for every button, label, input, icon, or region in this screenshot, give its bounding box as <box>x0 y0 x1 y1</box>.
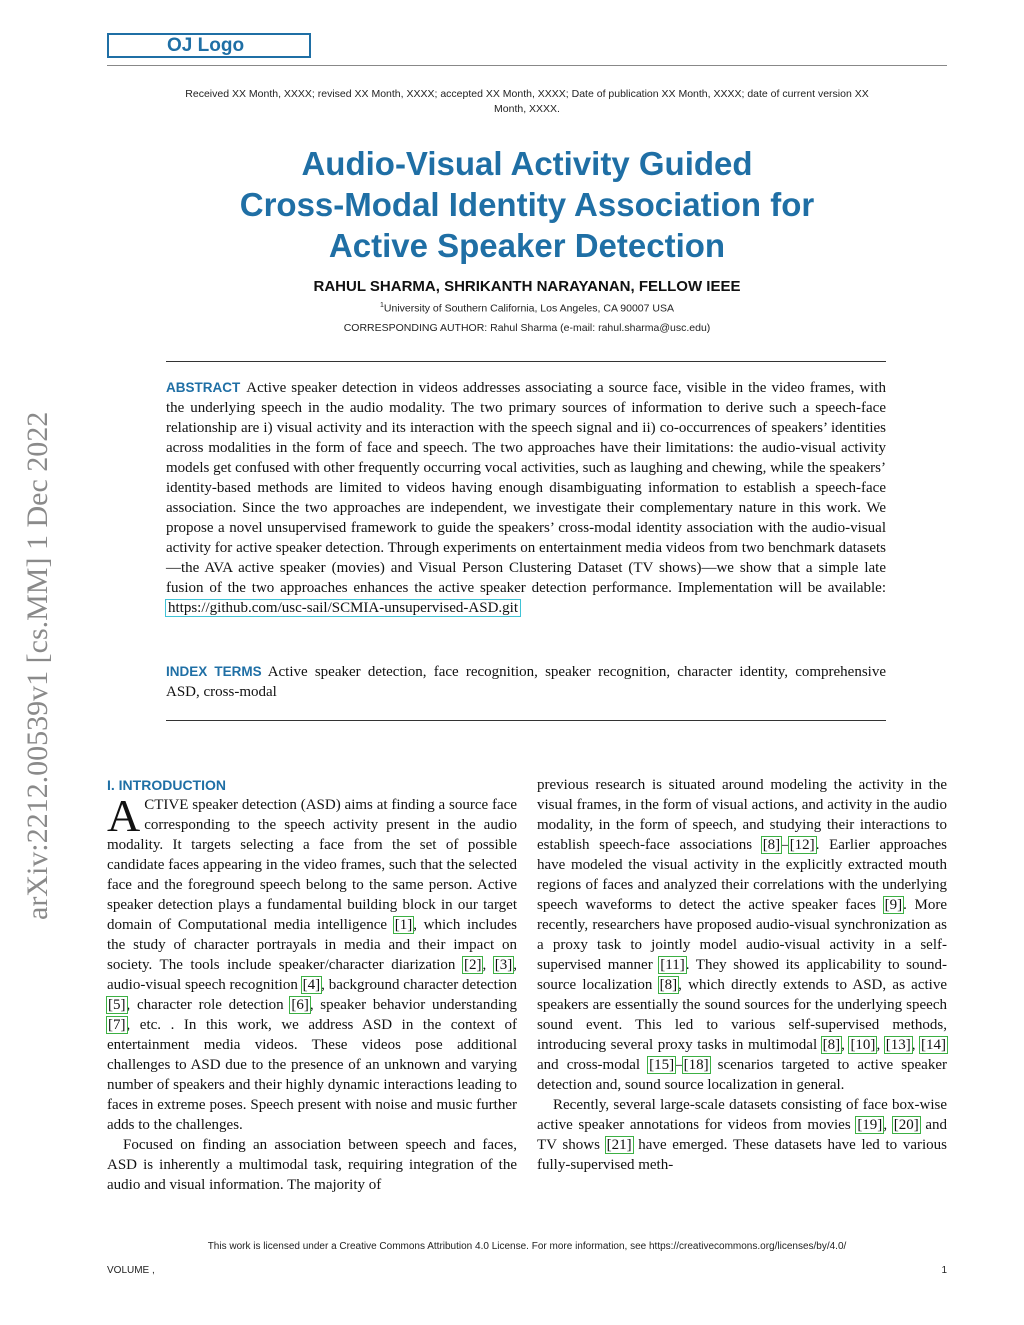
text-run: , <box>841 1037 850 1053</box>
text-run: have emerged. These datasets have led to various fully-supervised meth- <box>537 1137 947 1173</box>
section-heading: I. INTRODUCTION <box>107 777 226 793</box>
citation-link[interactable]: [15] <box>649 1057 675 1073</box>
text-run: , <box>911 1037 920 1053</box>
text-run: , audio-visual speech recognition <box>107 957 517 993</box>
citation-link[interactable]: [9] <box>884 897 903 913</box>
abstract-label: ABSTRACT <box>166 380 241 395</box>
abstract <box>166 378 886 618</box>
citation-link[interactable]: [8] <box>762 837 781 853</box>
index-terms <box>166 662 886 702</box>
volume-label: VOLUME , <box>107 1265 155 1276</box>
corresponding-author: CORRESPONDING AUTHOR: Rahul Sharma (e-mail: rahul.sharma@usc.edu) <box>343 322 711 334</box>
citation-link[interactable]: [21] <box>606 1137 632 1153</box>
citation-link[interactable]: [20] <box>893 1117 919 1133</box>
text-run: and cross-modal <box>537 1057 649 1073</box>
text-run: Recently, several large-scale datasets consisting of face box-wise active speaker annotations for videos from movies <box>537 1097 947 1133</box>
text-run: scenarios targeted to active speaker detection and, sound source localization in general. <box>537 1057 947 1093</box>
citation-link[interactable]: [14] <box>921 1037 946 1053</box>
citation-link[interactable]: [4] <box>302 977 321 993</box>
header-rule <box>107 65 947 66</box>
citation-link[interactable]: [5] <box>108 997 126 1013</box>
abstract-top-rule <box>166 361 886 362</box>
intro-paragraph-1 <box>107 790 518 1135</box>
page-number: 1 <box>941 1265 947 1276</box>
citation-link[interactable]: [8] <box>659 977 678 993</box>
citation-link[interactable]: [2] <box>463 957 482 973</box>
license-footer: This work is licensed under a Creative Commons Attribution 4.0 License. For more information, see https://creativecommons.org/licenses/by/4.0/ <box>207 1241 847 1252</box>
intro-paragraph-2: Focused on finding an association between speech and faces, ASD is inherently a multimodal task, requiring integration of the audio and visual information. The majority of <box>107 1137 517 1193</box>
text-run: , background character detection <box>321 977 518 993</box>
citation-link[interactable]: [19] <box>857 1117 883 1133</box>
journal-logo: OJ Logo <box>107 33 311 58</box>
citation-link[interactable]: [12] <box>789 837 815 853</box>
left-column <box>107 775 517 1195</box>
received-dates: Received XX Month, XXXX; revised XX Month, XXXX; accepted XX Month, XXXX; Date of publication XX Month, XXXX; date of current version XX Month, XXXX. <box>185 88 869 115</box>
text-run: , which directly extends to ASD, as active speakers are essentially the sound sources for the underlying speech sound event. This led to various self-supervised methods, introducing several proxy tasks in multimodal <box>537 977 947 1053</box>
text-run: . More recently, researchers have proposed audio-visual synchronization as a proxy task to jointly model audio-visual activity in a self-supervised manner <box>537 897 947 973</box>
author-list: RAHUL SHARMA, SHRIKANTH NARAYANAN, FELLOW IEEE <box>313 278 741 295</box>
citation-link[interactable]: [6] <box>291 997 309 1013</box>
citation-link[interactable]: [10] <box>850 1037 876 1053</box>
drop-cap: A <box>107 790 141 841</box>
text-run: – <box>675 1057 683 1073</box>
affiliation-text: University of Southern California, Los Angeles, CA 90007 USA <box>383 302 674 315</box>
citation-link[interactable]: [11] <box>660 957 685 973</box>
index-terms-text: Active speaker detection, face recognition, speaker recognition, character identity, comprehensive ASD, cross-modal <box>166 664 886 700</box>
citation-link[interactable]: [8] <box>822 1037 841 1053</box>
title-line-3: Active Speaker Detection <box>328 227 726 264</box>
text-run: . They showed its applicability to sound-source localization <box>537 957 947 993</box>
text-run: , which includes the study of character portrayals in media and their impact on society. The tools include speaker/character diarization <box>107 917 517 973</box>
text-run: , speaker behavior understanding <box>309 997 517 1013</box>
text-run: , etc. . In this work, we address ASD in the context of entertainment media videos. These videos pose additional challenges to ASD due to the presence of an unknown and varying number of speakers and their highly dynamic interactions leading to faces in extreme poses. Speech present with noise and music further adds to the challenges. <box>107 1017 517 1133</box>
abstract-bottom-rule <box>166 720 886 721</box>
intro-paragraph-3 <box>537 775 947 1095</box>
text-run: – <box>781 837 789 853</box>
citation-link[interactable]: [3] <box>494 957 513 973</box>
citation-link[interactable]: [1] <box>394 917 413 933</box>
citation-link[interactable]: [18] <box>683 1057 709 1073</box>
text-run: , character role detection <box>126 997 291 1013</box>
citation-link[interactable]: [13] <box>885 1037 911 1053</box>
intro-paragraph-4 <box>537 1095 947 1175</box>
title-line-1: Audio-Visual Activity Guided <box>301 145 753 182</box>
github-link[interactable]: https://github.com/usc-sail/SCMIA-unsupervised-ASD.git <box>168 600 518 616</box>
index-terms-label: INDEX TERMS <box>166 664 262 679</box>
affiliation <box>150 302 904 315</box>
text-run: , <box>876 1037 885 1053</box>
affiliation-marker: 1 <box>380 302 384 309</box>
text-run: and TV shows <box>537 1117 947 1153</box>
arxiv-stamp: arXiv:2212.00539v1 [cs.MM] 1 Dec 2022 <box>21 411 54 920</box>
abstract-text: Active speaker detection in videos addresses associating a source face, visible in the video frames, with the underlying speech in the audio modality. The two primary sources of information to derive such a speech-face relationship are i) visual activity and its interaction with the speech signal and ii) co-occurrences of speakers’ identities across modalities in the form of face and speech. The two approaches have their limitations: the audio-visual activity models get confused with other frequently occurring vocal activities, such as laughing and chewing, while the speakers’ identity-based methods are limited to videos having enough disambiguating information to establish a speech-face association. Since the two approaches are independent, we investigate their complementary nature in this work. We propose a novel unsupervised framework to guide the speakers’ cross-modal identity association with the audio-visual activity for active speaker detection. Through experiments on entertainment media videos from two benchmark datasets—the AVA active speaker (movies) and Visual Person Clustering Dataset (TV shows)—we show that a simple late fusion of the two approaches enhances the active speaker detection performance. Implementation will be available: <box>166 380 886 596</box>
title-line-2: Cross-Modal Identity Association for <box>239 186 815 223</box>
text-run: previous research is situated around modeling the activity in the visual frames, in the form of visual actions, and activity in the audio modality, in the form of speech, and studying their interactions to establish speech-face associations <box>537 777 947 853</box>
paper-title <box>150 143 904 266</box>
citation-link[interactable]: [7] <box>108 1017 126 1033</box>
text-run: CTIVE speaker detection (ASD) aims at finding a source face corresponding to the speech activity present in the audio modality. It targets selecting a face from the set of possible candidate faces appearing in the video frames, such that the selected face and the foreground speech belong to the same person. Active speaker detection plays a fundamental building block in our target domain of Computational media intelligence <box>107 797 517 933</box>
text-run: , <box>482 957 494 973</box>
text-run: , <box>883 1117 893 1133</box>
text-run: . Earlier approaches have modeled the visual activity in the explicitly extracted mouth regions of faces and analyzed their correlations with the underlying speech waveforms to detect the active speaker faces <box>537 837 947 913</box>
right-column <box>537 775 947 1175</box>
